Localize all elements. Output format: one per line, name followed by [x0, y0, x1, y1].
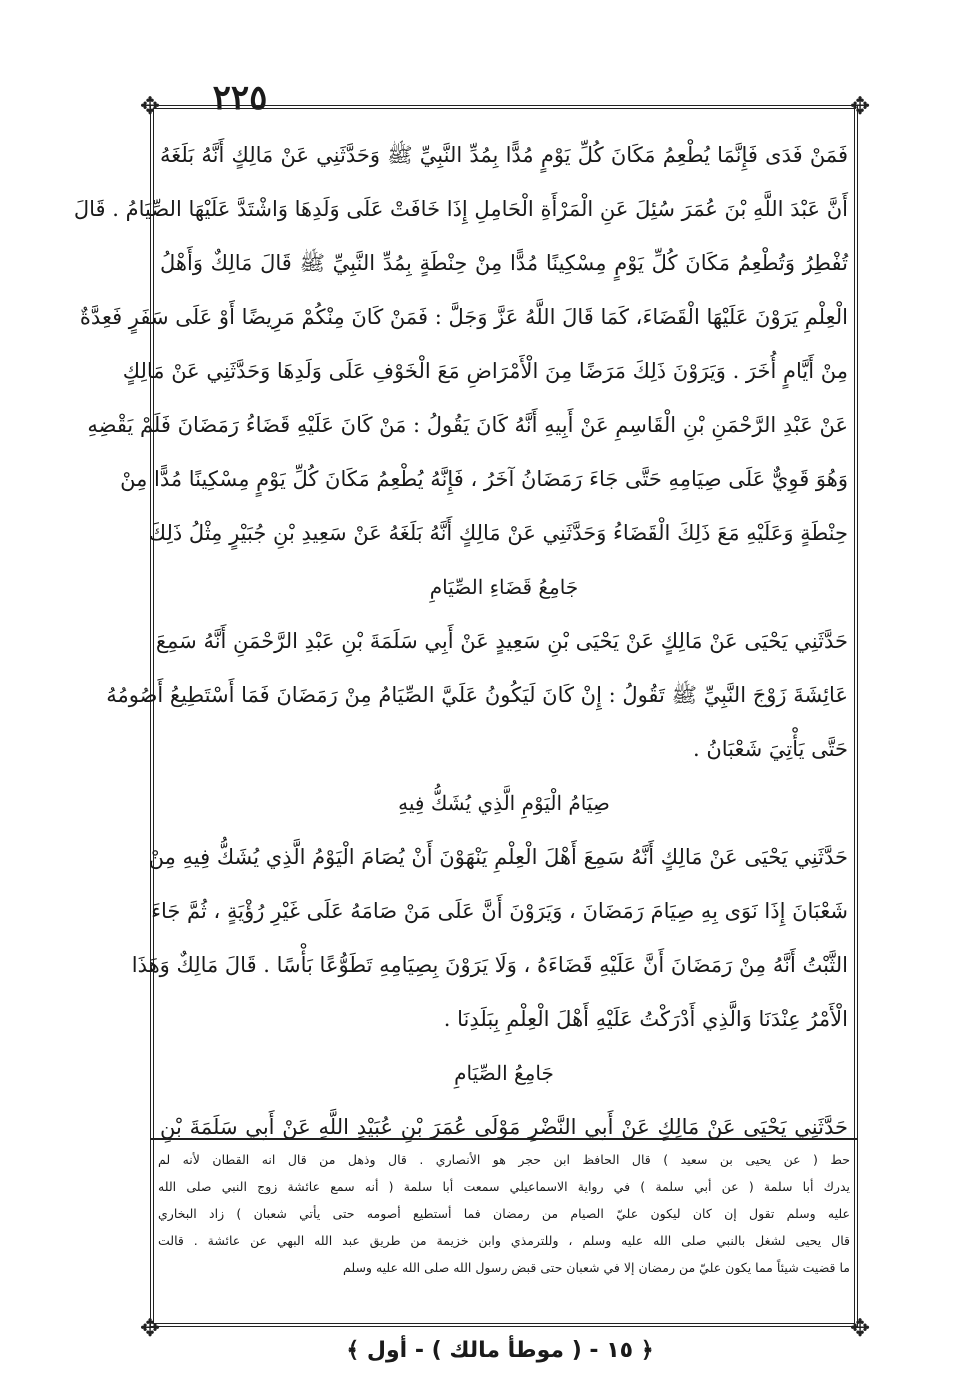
section-heading: صِيَامُ الْيَوْمِ الَّذِي يُشَكُّ فِيهِ [398, 791, 610, 815]
text-line: حَدَّثَنِي يَحْيَى عَنْ مَالِكٍ عَنْ أَبِي النَّضْرِ مَوْلَى عُمَرَ بْنِ عُبَيْدِ اللَّهِ عَنْ أَبِي سَلَمَةَ بْنِ [160, 1115, 848, 1139]
text-line: حَدَّثَنِي يَحْيَى عَنْ مَالِكٍ عَنْ يَحْيَى بْنِ سَعِيدٍ عَنْ أَبِي سَلَمَةَ بْنِ عَبْدِ الرَّحْمَنِ أَنَّهُ سَمِعَ [155, 629, 848, 653]
text-line: فَمَنْ فَدَى فَإِنَّمَا يُطْعِمُ مَكَانَ كُلِّ يَوْمٍ مُدًّا بِمُدِّ النَّبِيِّ ﷺ وَحَدَّثَنِي عَنْ مَالِكٍ أَنَّهُ بَلَغَهُ [160, 143, 848, 167]
footnote-line: يدرك أبا سلمة ( عن أبي سلمة ) في رواية الاسماعيلي سمعت أبا سلمة ( أنه سمع عائشة زوج النبي صلى الله [158, 1179, 850, 1194]
text-line: عَنْ عَبْدِ الرَّحْمَنِ بْنِ الْقَاسِمِ عَنْ أَبِيهِ أَنَّهُ كَانَ يَقُولُ : مَنْ كَانَ عَلَيْهِ قَضَاءُ رَمَضَانَ فَلَمْ يَقْضِهِ [87, 413, 848, 437]
section-heading: جَامِعُ الصِّيَامِ [454, 1061, 554, 1085]
footer-signature: ﴿ ١٥ - ( موطأ مالك ) - أول ﴾ [346, 1338, 654, 1363]
footnote-line: حط ( عن يحيى بن سعيد ) قال الحافظ ابن حجر هو الأنصاري . قال وذهل من قال انه القطان لأنه لم [158, 1152, 850, 1167]
footnote-divider [150, 1138, 858, 1140]
section-heading: جَامِعُ قَضَاءِ الصِّيَامِ [429, 575, 579, 599]
text-line: مِنْ أَيَّامٍ أُخَرَ . وَيَرَوْنَ ذَلِكَ مَرَضًا مِنَ الْأَمْرَاضِ مَعَ الْخَوْفِ عَلَى وَلَدِهَا وَحَدَّثَنِي عَنْ مَالِكٍ [122, 359, 848, 383]
corner-ornament-bottom-left: ✥ [139, 1314, 161, 1342]
text-line: شَعْبَانَ إِذَا نَوَى بِهِ صِيَامَ رَمَضَانَ ، وَيَرَوْنَ أَنَّ عَلَى مَنْ صَامَهُ عَلَى غَيْرِ رُؤْيَةٍ ، ثُمَّ جَاءَ [151, 899, 848, 923]
text-line: الْأَمْرُ عِنْدَنَا وَالَّذِي أَدْرَكْتُ عَلَيْهِ أَهْلَ الْعِلْمِ بِبَلَدِنَا . [443, 1007, 848, 1031]
text-line: عَائِشَةَ زَوْجَ النَّبِيِّ ﷺ تَقُولُ : إِنْ كَانَ لَيَكُونُ عَلَيَّ الصِّيَامُ مِنْ رَمَضَانَ فَمَا أَسْتَطِيعُ أَصُومُهُ [106, 683, 848, 707]
text-line: حِنْطَةٍ وَعَلَيْهِ مَعَ ذَلِكَ الْقَضَاءُ وَحَدَّثَنِي عَنْ مَالِكٍ أَنَّهُ بَلَغَهُ عَنْ سَعِيدِ بْنِ جُبَيْرٍ مِثْلُ ذَلِكَ [148, 521, 848, 545]
text-line: حَدَّثَنِي يَحْيَى عَنْ مَالِكٍ أَنَّهُ سَمِعَ أَهْلَ الْعِلْمِ يَنْهَوْنَ أَنْ يُصَامَ الْيَوْمُ الَّذِي يُشَكُّ فِيهِ مِنْ [148, 845, 848, 869]
footnote-line: قال يحيى لشغل بالنبي صلى الله عليه وسلم ، وللترمذي وابن خزيمة من طريق عبد الله البهي عن عائشة . قالت [158, 1233, 850, 1248]
main-text-block [73, 128, 848, 1139]
text-line: أَنَّ عَبْدَ اللَّهِ بْنَ عُمَرَ سُئِلَ عَنِ الْمَرْأَةِ الْحَامِلِ إِذَا خَافَتْ عَلَى وَلَدِهَا وَاشْتَدَّ عَلَيْهَا الصِّيَامُ . قَالَ [73, 197, 848, 221]
corner-ornament-bottom-right: ✥ [849, 1314, 871, 1342]
text-line: وَهُوَ قَوِيٌّ عَلَى صِيَامِهِ حَتَّى جَاءَ رَمَضَانُ آخَرُ ، فَإِنَّهُ يُطْعِمُ مَكَانَ كُلِّ يَوْمٍ مِسْكِينًا مُدًّا مِنْ [120, 467, 848, 491]
text-line: حَتَّى يَأْتِيَ شَعْبَانُ . [693, 737, 848, 761]
footnotes-block [158, 1146, 850, 1281]
text-line: تُفْطِرُ وَتُطْعِمُ مَكَانَ كُلِّ يَوْمٍ مِسْكِينًا مُدًّا مِنْ حِنْطَةٍ بِمُدِّ النَّبِيِّ ﷺ قَالَ مَالِكٌ وَأَهْلُ [160, 251, 848, 275]
corner-ornament-top-right: ✥ [849, 92, 871, 120]
text-line: الثَّبْتُ أَنَّهُ مِنْ رَمَضَانَ أَنَّ عَلَيْهِ قَضَاءَهُ ، وَلَا يَرَوْنَ بِصِيَامِهِ تَطَوُّعًا بَأْسًا . قَالَ مَالِكٌ وَهَذَا [131, 953, 848, 977]
footnote-line: ما قضيت شيئاً مما يكون عليّ من رمضان إلا في شعبان حتى قبض رسول الله صلى الله عليه وسلم [343, 1260, 850, 1275]
page-number: ٢٢٥ [212, 78, 268, 118]
text-line: الْعِلْمِ يَرَوْنَ عَلَيْهَا الْقَضَاءَ، كَمَا قَالَ اللَّهُ عَزَّ وَجَلَّ : فَمَنْ كَانَ مِنْكُمْ مَرِيضًا أَوْ عَلَى سَفَرٍ فَعِدَّةٌ [79, 305, 848, 329]
corner-ornament-top-left: ✥ [139, 92, 161, 120]
footnote-line: عليه وسلم تقول إن كان ليكون عليّ الصيام من رمضان فما أستطيع أصومه حتى يأتي شعبان ) زاد البخاري [158, 1206, 850, 1221]
